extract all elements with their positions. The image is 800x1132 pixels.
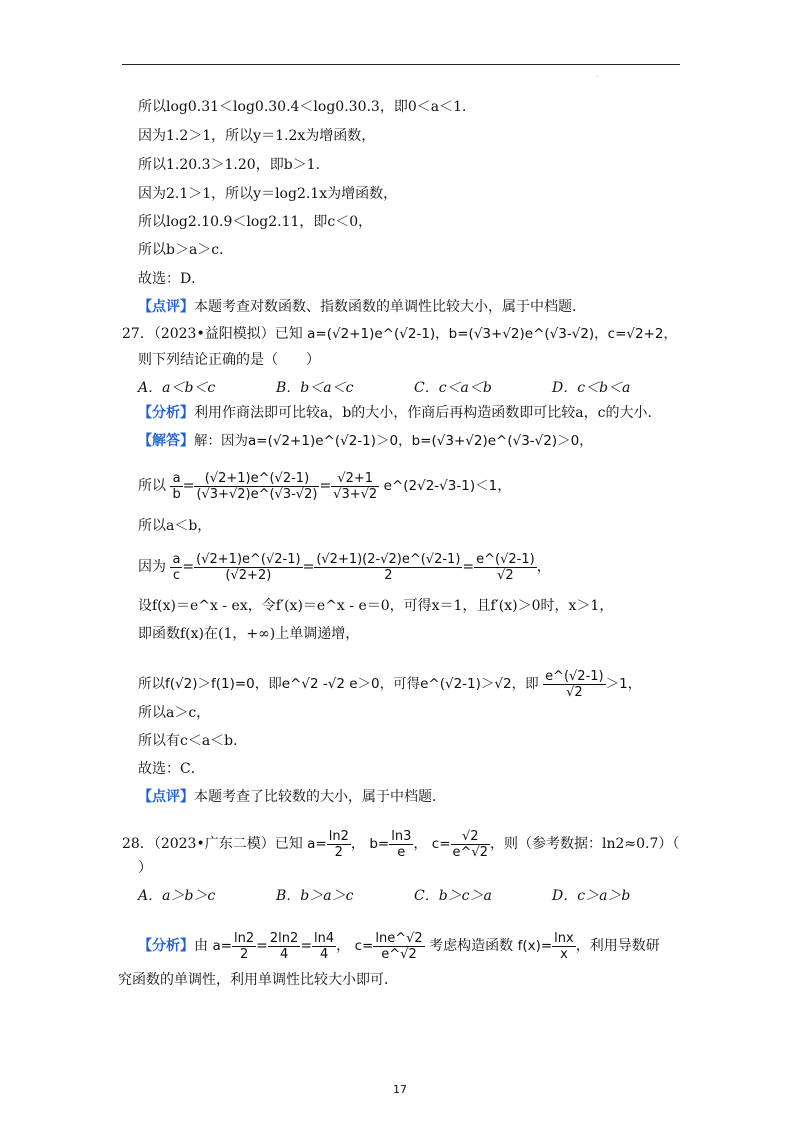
text-line: 所以有c＜a＜b． <box>138 733 248 749</box>
expression: 所以f(√2)＞f(1)=0，即e^√2 -√2 e＞0，可得e^(√2-1)＞√2，即 <box>138 676 539 692</box>
fraction <box>170 552 182 583</box>
analysis-tag: 【分析】 <box>138 938 194 954</box>
page-number: 17 <box>393 1083 407 1096</box>
text-line: 设f(x)＝e^x - ex，令f′(x)＝e^x - e＝0，可得x＝1，且f′(x)＞0时，x＞1， <box>138 598 614 614</box>
denominator: (√3+√2)e^(√3-√2) <box>196 486 318 502</box>
analysis-line <box>138 405 662 421</box>
denominator: √3+√2 <box>333 486 378 502</box>
fraction <box>474 552 537 583</box>
fraction <box>170 471 182 502</box>
punctuation: ， <box>536 559 551 575</box>
header-rule <box>122 64 680 65</box>
text-line: 所以b＞a＞c． <box>138 242 234 258</box>
analysis-tag: 【分析】 <box>138 405 194 421</box>
denominator: 2 <box>334 844 343 860</box>
question-number-source: 28．（2023•广东二模）已知 <box>122 836 303 852</box>
numerator: a <box>170 471 182 487</box>
variable-b: b= <box>369 836 390 852</box>
numerator: ln2 <box>328 828 349 844</box>
text-line: 所以log0.31＜log0.30.4＜log0.30.3，即0＜a＜1． <box>138 99 476 115</box>
fraction <box>552 931 576 962</box>
function-label: f(x)= <box>517 938 553 954</box>
option-a: A．a＜b＜c <box>138 380 216 396</box>
fraction <box>314 552 462 583</box>
fraction <box>389 829 413 860</box>
numerator: lne^√2 <box>375 930 423 946</box>
denominator: 4 <box>279 946 289 962</box>
fraction <box>268 931 300 962</box>
given-expressions: a=(√2+1)e^(√2-1)，b=(√3+√2)e^(√3-√2)，c=√2+2， <box>307 326 678 342</box>
option-c: C．b＞c＞a <box>414 888 492 904</box>
numerator: ln2 <box>234 930 255 946</box>
question-number-source: 27．（2023•益阳模拟）已知 <box>122 326 303 342</box>
ratio-ab-line: 所以 $\frac{a}{b}$ = $\frac{(√2+1)e\^{}(√2-1)}{(√3+√2)e\^{}(√3-√2)}$ = $\frac{√2+1}{√3+√2}$ e^(2√2-√3-1)＜1， <box>138 470 512 502</box>
reference-note: ，则（参考数据：ln2≈0.7）（ <box>489 836 680 852</box>
variable-a: a= <box>307 836 327 852</box>
prefix: 由 <box>194 938 208 954</box>
denominator: c <box>172 567 181 583</box>
option-d: D．c＞a＞b <box>552 888 631 904</box>
denominator: √2 <box>497 567 514 583</box>
prefix: 所以 <box>138 478 166 494</box>
comment-line <box>138 299 586 315</box>
numerator: e^(√2-1) <box>476 551 535 567</box>
denominator: e^√2 <box>452 844 488 860</box>
analysis-text: ，利用导数研 <box>575 938 660 954</box>
derivation-line <box>138 664 641 704</box>
denominator: e^√2 <box>381 946 417 962</box>
denominator: √2 <box>566 684 583 700</box>
numerator: 2ln2 <box>269 930 299 946</box>
solution-line <box>138 433 593 449</box>
denominator: e <box>397 844 406 860</box>
text-line: 所以1.20.3＞1.20，即b＞1． <box>138 157 330 173</box>
analysis-text: 考虑构造函数 <box>429 938 514 954</box>
option-a: A．a＞b＞c <box>138 888 216 904</box>
variable-c: c= <box>354 938 374 954</box>
numerator: a <box>172 551 181 567</box>
expression: ＞1， <box>605 676 642 692</box>
fraction <box>312 931 336 962</box>
analysis-line: 【分析】由 a= $\frac{\ln 2}{2}$ = $\frac{2\ln 2}{4}$ = $\frac{\ln 4}{4}$ ， c= $\frac{\ln e\^{}√2}{e\^{}√2}$ 考虑构造函数 f(x)= $\frac{\ln x}{x}$ ，利用导数研 <box>138 930 660 962</box>
option-b: B．b＜a＜c <box>276 380 354 396</box>
analysis-text: 利用作商法即可比较a，b的大小，作商后再构造函数即可比较a，c的大小． <box>194 405 662 421</box>
denominator: 2 <box>384 567 393 583</box>
fraction <box>194 471 319 502</box>
expression: e^(2√2-√3-1)＜1 <box>383 478 498 494</box>
numerator: (√2+1)(2-√2)e^(√2-1) <box>316 551 461 567</box>
text-line: 故选：C． <box>138 761 205 777</box>
solution-text: 解：因为a=(√2+1)e^(√2-1)＞0，b=(√3+√2)e^(√3-√2)＞0， <box>194 433 593 449</box>
denominator: 2 <box>239 946 249 962</box>
numerator: (√2+1)e^(√2-1) <box>196 551 301 567</box>
fraction <box>232 931 256 962</box>
option-b: B．b＞a＞c <box>276 888 354 904</box>
text-line: 所以log2.10.9＜log2.11，即c＜0， <box>138 214 373 230</box>
comment-text: 本题考查了比较数的大小，属于中档题． <box>194 789 446 805</box>
comment-tag: 【点评】 <box>138 299 194 315</box>
variable-a: a= <box>212 938 233 954</box>
text-line: 故选：D． <box>138 271 206 287</box>
text-line: 究函数的单调性，利用单调性比较大小即可． <box>118 972 398 988</box>
numerator: √2 <box>451 829 490 845</box>
numerator: ln4 <box>314 930 335 946</box>
variable-c: c= <box>431 836 451 852</box>
option-c: C．c＜a＜b <box>414 380 492 396</box>
denominator: (√2+2) <box>225 567 272 583</box>
fraction <box>331 471 379 502</box>
option-d: D．c＜b＜a <box>552 380 631 396</box>
text-line: 因为2.1＞1，所以y＝log2.1x为增函数， <box>138 186 398 202</box>
question-28-stem: 28．（2023•广东二模）已知 a= $\frac{\ln 2}{2}$ ， b= $\frac{\ln 3}{e}$ ， c= $\frac{√2}{e\^{}√2}$ ，则（参考数据：ln2≈0.7）（ <box>122 828 680 860</box>
comment-text: 本题考查对数函数、指数函数的单调性比较大小，属于中档题． <box>194 299 586 315</box>
numerator: lnx <box>554 930 574 946</box>
numerator: (√2+1)e^(√2-1) <box>194 471 319 487</box>
text-line: 即函数f(x)在(1，+∞)上单调递增， <box>138 626 360 642</box>
question-prompt: 则下列结论正确的是（ ） <box>138 352 320 368</box>
ratio-ac-line: 因为 $\frac{a}{c}$ = $\frac{(√2+1)e\^{}(√2-1)}{(√2+2)}$ = $\frac{(√2+1)(2-√2)e\^{}(√2-1)}{2}$ = $\frac{e\^{}(√2-1)}{√2}$ ， <box>138 551 551 583</box>
denominator: 4 <box>319 946 329 962</box>
denominator: b <box>172 486 181 502</box>
question-27-stem <box>122 326 677 342</box>
denominator: x <box>560 946 568 962</box>
prefix: 因为 <box>138 559 166 575</box>
header-mark: . <box>596 72 598 79</box>
numerator: ln3 <box>391 828 412 844</box>
fraction <box>451 829 490 860</box>
text-line: 所以a＜b， <box>138 518 212 534</box>
fraction <box>373 931 424 962</box>
solution-tag: 【解答】 <box>138 433 194 449</box>
comment-line <box>138 789 446 805</box>
fraction <box>194 552 302 583</box>
comment-tag: 【点评】 <box>138 789 194 805</box>
fraction <box>543 669 606 700</box>
fraction <box>327 829 351 860</box>
punctuation: ， <box>497 478 512 494</box>
text-line: 所以a＞c， <box>138 705 211 721</box>
text-line: 因为1.2＞1，所以y＝1.2x为增函数， <box>138 128 376 144</box>
numerator: e^(√2-1) <box>545 668 604 684</box>
text-line: ） <box>138 860 152 876</box>
numerator: √2+1 <box>331 471 379 487</box>
